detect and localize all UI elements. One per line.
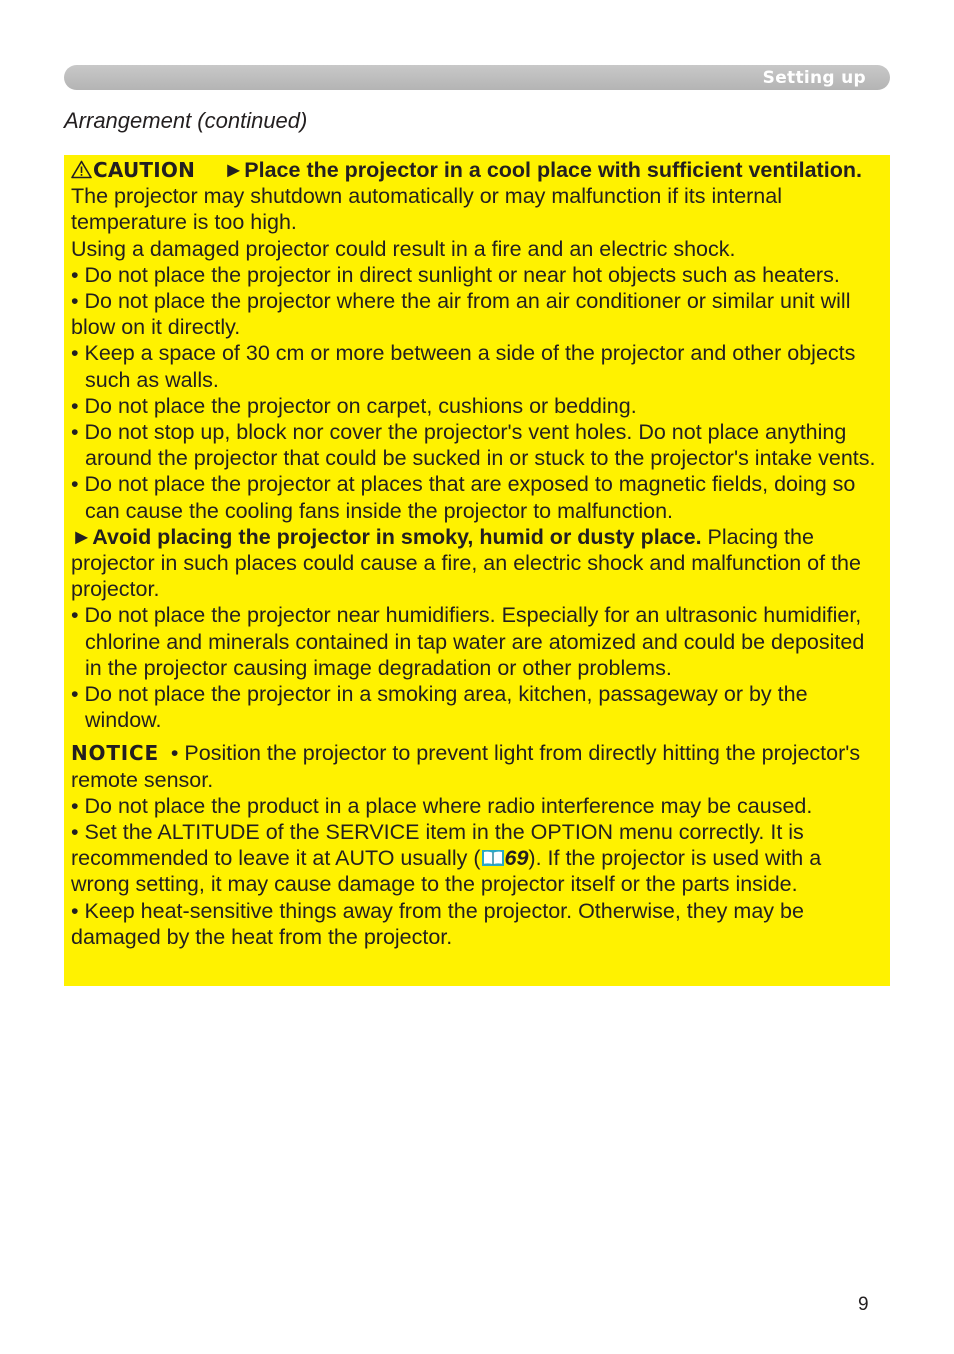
section-title: Arrangement (continued) [64,108,308,133]
caution-bullet: • Do not place the projector at places that are exposed to magnetic fields, doing so can cause the cooling fans inside the projector to malfunction. [71,472,856,523]
caution-bullet: • Do not place the projector near humidifiers. Especially for an ultrasonic humidifier, chlorine and minerals contained in tap water are atomized and could be deposited in the projector causing image degradation or other problems. [71,603,865,680]
caution-lead [71,157,884,236]
caution-bullet: • Do not place the projector in direct sunlight or near hot objects such as heaters. [71,262,840,287]
caution-label: CAUTION [93,158,196,182]
caution-second-text: Placing the projector in such places could cause a fire, an electric shock and malfunction of the projector. [71,524,861,602]
caution-second-arrow: ► [71,524,93,549]
notice-line-1: • Position the projector to prevent light from directly hitting the projector's remote sensor. [71,741,867,792]
caution-line-2: Using a damaged projector could result in a fire and an electric shock. [71,236,736,261]
caution-lead-text: The projector may shutdown automatically or may malfunction if its internal temperature is too high. [71,184,783,235]
caution-bullet: • Do not stop up, block nor cover the projector's vent holes. Do not place anything around the projector that could be sucked in or stuck to the projector's intake vents. [71,420,876,471]
notice-line-3-post: ). If the projector is used with a wrong setting, it may cause damage to the projector itself or the parts inside. [71,846,822,897]
notice-line-4: • Keep heat-sensitive things away from the projector. Otherwise, they may be damaged by the heat from the projector. [71,898,804,949]
caution-bullet: • Keep a space of 30 cm or more between a side of the projector and other objects such as walls. [71,341,856,392]
caution-bullet: • Do not place the projector where the air from an air conditioner or similar unit will blow on it directly. [71,289,851,340]
page-number: 9 [858,1294,869,1315]
book-icon[interactable] [481,849,505,867]
caution-bullet: • Do not place the projector on carpet, cushions or bedding. [71,393,637,418]
notice-line-3-pre: • Set the ALTITUDE of the SERVICE item in the OPTION menu correctly. It is recommended to leave it at AUTO usually ( [71,820,804,871]
caution-second-bold: Avoid placing the projector in smoky, humid or dusty place. [92,524,702,549]
header-bar [64,65,890,90]
caution-lead-bold: Place the projector in a cool place with sufficient ventilation. [244,158,862,182]
warning-triangle-icon [71,160,92,179]
notice-line-3 [71,819,884,898]
caution-second-lead [71,524,884,603]
caution-arrow: ► [217,158,245,182]
page-reference[interactable]: 69 [504,846,529,871]
section-label: Setting up [762,68,866,88]
caution-bullet: • Do not place the projector in a smoking area, kitchen, passageway or by the window. [71,682,808,733]
notice-line-2: • Do not place the product in a place where radio interference may be caused. [71,793,813,818]
notice-label: NOTICE [71,741,159,766]
warning-box [64,155,890,986]
notice-lead [71,740,884,792]
